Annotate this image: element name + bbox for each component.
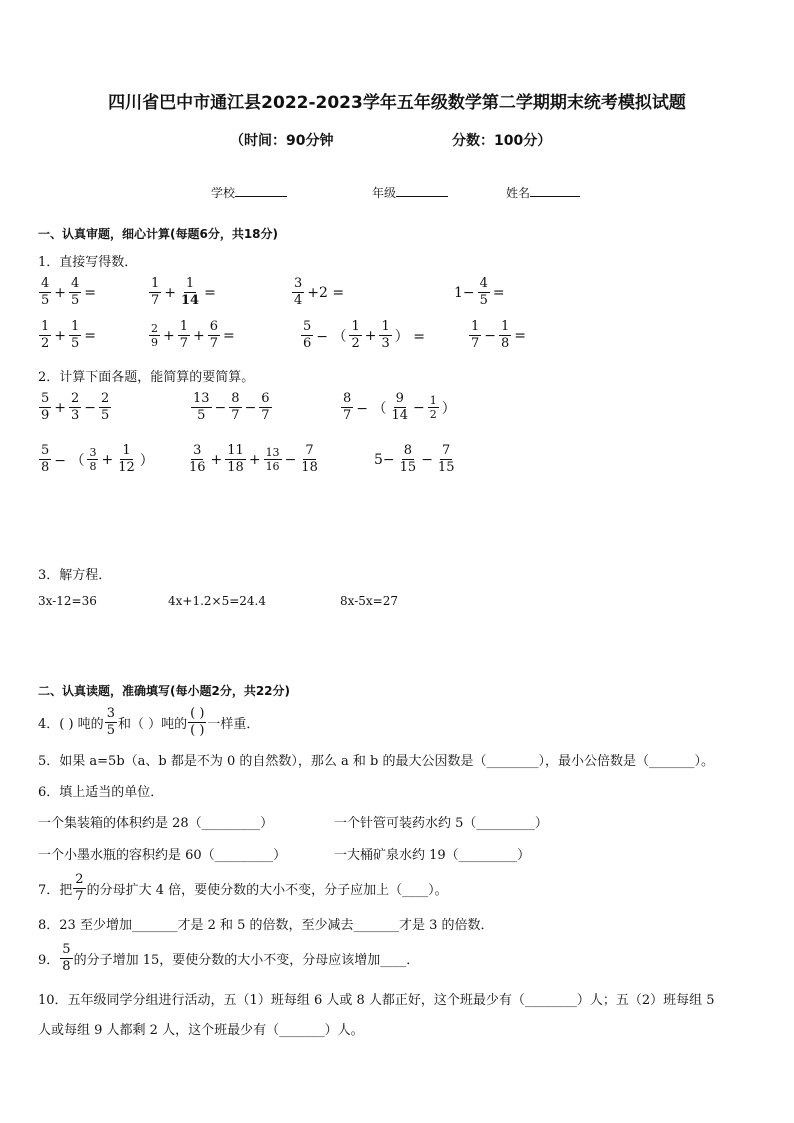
question-9: 9． $\frac{5}{8}$ 的分子增加 15，要使分数的大小不变，分母应该增加____． — [38, 942, 420, 974]
question-6: 6．填上适当的单位． — [38, 785, 164, 800]
q4-numerator-blank[interactable]: ( ) — [190, 706, 205, 721]
equation-1: 3x-12=36 — [38, 594, 97, 608]
question-3: 3．解方程． — [38, 568, 112, 583]
q7-text-a: 7．把 — [38, 883, 73, 898]
q1-expr-4: 1− $\frac{4}{5}$ = — [454, 276, 505, 308]
q1-expr-8: $\frac{1}{7}$ − $\frac{1}{8}$ = — [471, 319, 527, 351]
q2-expr-5: $\frac{3}{16}$ + $\frac{11}{18}$ + $\frac{13}{16}$ − $\frac{7}{18}$ — [189, 443, 318, 475]
exam-time: （时间：90分钟 — [230, 133, 334, 149]
question-2: 2．计算下面各题，能简算的要简算。 — [38, 370, 255, 385]
q4-denominator-blank[interactable]: ( ) — [190, 723, 205, 738]
q2-expr-1: $\frac{5}{9}$ + $\frac{2}{3}$ − $\frac{2}{5}$ — [41, 391, 110, 423]
q2-expr-6: 5− $\frac{8}{15}$ − $\frac{7}{15}$ — [374, 443, 455, 475]
equation-2: 4x+1.2×5=24.4 — [168, 594, 267, 608]
school-field — [211, 184, 287, 201]
grade-label: 年级 — [372, 186, 397, 200]
school-label: 学校 — [211, 186, 236, 200]
q1-expr-2: $\frac{1}{7}$ + $\frac{1}{14}$ = — [151, 276, 216, 308]
question-8: 8．23 至少增加_______才是 2 和 5 的倍数，至少减去_______才是 3 的倍数． — [38, 918, 494, 933]
q1-expr-5: $\frac{1}{2}$ + $\frac{1}{5}$ = — [41, 319, 97, 351]
name-field — [506, 184, 580, 201]
q2-expr-2: $\frac{13}{5}$ − $\frac{8}{7}$ − $\frac{6}{7}$ — [193, 391, 270, 423]
question-6a: 一个集装箱的体积约是 28（_________） — [38, 816, 274, 831]
q1-expr-6: $\frac{2}{9}$ + $\frac{1}{7}$ + $\frac{6}{7}$ = — [151, 319, 235, 351]
question-6b: 一个针管可装药水约 5（_________） — [334, 816, 548, 831]
q4-text-a: 4．( ) 吨的 — [38, 717, 104, 732]
question-5: 5．如果 a=5b（a、b 都是不为 0 的自然数），那么 a 和 b 的最大公因数是（________），最小公倍数是（_______）。 — [38, 754, 714, 769]
question-7: 7．把 $\frac{2}{7}$ 的分母扩大 4 倍，要使分数的大小不变，分子应加上（____）。 — [38, 872, 448, 904]
question-6c: 一个小墨水瓶的容积约是 60（_________） — [38, 848, 287, 863]
q1-expr-3: $\frac{3}{4}$ +2 = — [294, 276, 345, 308]
page-title: 四川省巴中市通江县2022-2023学年五年级数学第二学期期末统考模拟试题 — [108, 93, 686, 113]
section-2-title: 二、认真读题，准确填写(每小题2分，共22分) — [38, 684, 291, 698]
question-10-line-1: 10．五年级同学分组进行活动，五（1）班每组 6 人或 8 人都正好，这个班最少有（________）人；五（2）班每组 5 — [38, 993, 715, 1008]
question-4: 4．( ) 吨的 $\frac{3}{5}$ 和（ ）吨的 $\frac{( )}{( )}$ 一样重． — [38, 706, 260, 738]
q4-text-c: 一样重． — [207, 717, 260, 732]
name-label: 姓名 — [506, 186, 531, 200]
school-blank[interactable] — [235, 196, 287, 197]
q7-text-b: 的分母扩大 4 倍，要使分数的大小不变，分子应加上（____）。 — [86, 883, 448, 898]
grade-field — [372, 184, 448, 201]
question-1: 1．直接写得数． — [38, 255, 138, 270]
q9-text-b: 的分子增加 15，要使分数的大小不变，分母应该增加____． — [73, 953, 420, 968]
q2-expr-4: $\frac{5}{8}$ − （ $\frac{3}{8}$ + $\frac{1}{12}$ ） — [41, 443, 154, 475]
question-6d: 一大桶矿泉水约 19（_________） — [334, 848, 531, 863]
q2-expr-3: $\frac{8}{7}$ − （ $\frac{9}{14}$ − $\frac{1}{2}$ ） — [343, 391, 456, 423]
name-blank[interactable] — [530, 196, 580, 197]
q9-text-a: 9． — [38, 953, 60, 968]
question-10-line-2: 人或每组 9 人都剩 2 人，这个班最少有（_______）人。 — [38, 1023, 364, 1038]
q1-expr-7: $\frac{5}{6}$ − （ $\frac{1}{2}$ + $\frac{1}{3}$ ） = — [303, 319, 425, 351]
exam-score: 分数：100分） — [452, 133, 552, 149]
section-1-title: 一、认真审题，细心计算(每题6分，共18分) — [38, 227, 279, 241]
equation-3: 8x-5x=27 — [340, 594, 398, 608]
q4-text-b: 和（ ）吨的 — [117, 717, 188, 732]
grade-blank[interactable] — [396, 196, 448, 197]
q1-expr-1: $\frac{4}{5}$ + $\frac{4}{5}$ = — [41, 276, 97, 308]
